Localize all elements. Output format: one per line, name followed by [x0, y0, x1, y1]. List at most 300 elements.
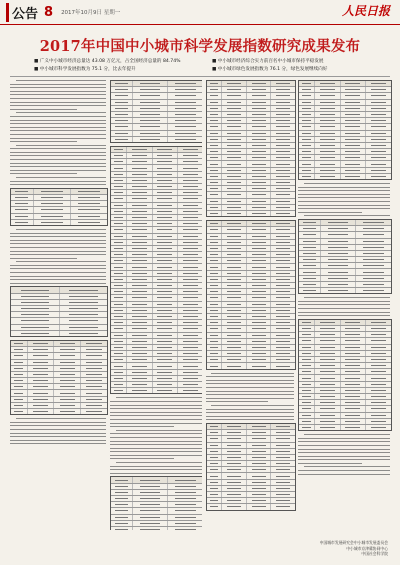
- table-cell: [81, 347, 107, 352]
- table-cell: [247, 480, 272, 485]
- table-cell: [341, 357, 367, 362]
- table-cell: [207, 81, 222, 86]
- table-cell: [299, 232, 321, 237]
- table-cell: [111, 215, 127, 220]
- text-line: [10, 443, 106, 444]
- text-line: [206, 419, 294, 420]
- table-cell: [315, 112, 341, 117]
- text-line: [298, 208, 390, 209]
- table-cell: [247, 246, 272, 251]
- table-cell: [222, 180, 247, 185]
- table-cell: [127, 196, 153, 201]
- table-cell: [247, 106, 272, 111]
- text-line: [298, 441, 390, 442]
- table-cell: [366, 100, 391, 105]
- table-cell: [271, 480, 295, 485]
- table-cell: [207, 333, 222, 338]
- table-cell: [153, 363, 179, 368]
- page-header: [0, 0, 400, 25]
- table-cell: [222, 106, 247, 111]
- table-cell: [356, 282, 391, 287]
- table-cell: [247, 320, 272, 325]
- table-cell: [356, 257, 391, 262]
- table-cell: [271, 351, 295, 356]
- table-cell: [153, 302, 179, 307]
- table-cell: [168, 87, 202, 92]
- text-line: [298, 197, 390, 198]
- table-cell: [315, 100, 341, 105]
- text-line: [10, 141, 77, 142]
- table-cell: [247, 143, 272, 148]
- table-cell: [111, 159, 127, 164]
- text-line: [16, 229, 106, 230]
- text-line: [298, 315, 390, 316]
- table-cell: [168, 112, 202, 117]
- table-cell: [178, 333, 202, 338]
- text-line: [298, 194, 390, 195]
- table-cell: [178, 289, 202, 294]
- table-cell: [341, 320, 367, 325]
- table-cell: [81, 384, 107, 389]
- table-cell: [178, 326, 202, 331]
- table-cell: [28, 390, 55, 395]
- table-cell: [54, 360, 81, 365]
- table-cell: [168, 496, 202, 501]
- table-cell: [34, 195, 71, 200]
- table-cell: [207, 314, 222, 319]
- table-cell: [341, 425, 367, 430]
- table-cell: [111, 252, 127, 257]
- table-cell: [299, 320, 315, 325]
- table-cell: [178, 240, 202, 245]
- table-cell: [127, 234, 153, 239]
- table-cell: [247, 314, 272, 319]
- table-cell: [247, 199, 272, 204]
- table-cell: [153, 258, 179, 263]
- table-cell: [127, 351, 153, 356]
- table-cell: [207, 124, 222, 129]
- text-line: [10, 258, 77, 259]
- text-line: [10, 170, 106, 171]
- table-cell: [222, 455, 247, 460]
- table-cell: [247, 124, 272, 129]
- table-cell: [356, 232, 391, 237]
- table-cell: [168, 515, 202, 520]
- table-cell: [299, 161, 315, 166]
- table-cell: [299, 406, 315, 411]
- table-cell: [111, 308, 127, 313]
- text-line: [10, 236, 106, 237]
- table-cell: [271, 430, 295, 435]
- table-cell: [207, 199, 222, 204]
- table-cell: [11, 207, 34, 212]
- table-cell: [127, 333, 153, 338]
- page-headline: 2017年中国中小城市科学发展指数研究成果发布: [39, 38, 361, 55]
- text-line: [298, 187, 390, 188]
- table-cell: [207, 155, 222, 160]
- table-cell: [153, 351, 179, 356]
- table-cell: [247, 192, 272, 197]
- table-cell: [271, 258, 295, 263]
- table-cell: [127, 277, 153, 282]
- table-cell: [356, 226, 391, 231]
- table-cell: [341, 338, 367, 343]
- table-cell: [178, 178, 202, 183]
- table-cell: [111, 370, 127, 375]
- table-cell: [366, 394, 391, 399]
- table-cell: [247, 492, 272, 497]
- table-cell: [111, 147, 127, 152]
- article-text: [206, 373, 294, 421]
- subheads-right: [212, 58, 392, 74]
- table-cell: [341, 363, 367, 368]
- table-cell: [127, 370, 153, 375]
- table-cell: [321, 269, 357, 274]
- table-cell: [111, 477, 133, 482]
- table-cell: [341, 400, 367, 405]
- table-cell: [127, 388, 153, 393]
- table-cell: [247, 264, 272, 269]
- table-cell: [207, 339, 222, 344]
- table-cell: [366, 93, 391, 98]
- table-cell: [71, 195, 107, 200]
- table-cell: [366, 326, 391, 331]
- table-cell: [153, 308, 179, 313]
- table-cell: [168, 100, 202, 105]
- table-cell: [222, 283, 247, 288]
- table-cell: [111, 209, 127, 214]
- table-cell: [178, 345, 202, 350]
- table-cell: [299, 375, 315, 380]
- table-cell: [11, 360, 28, 365]
- table-row: [299, 425, 391, 430]
- table-cell: [111, 271, 127, 276]
- table-cell: [153, 345, 179, 350]
- text-line: [110, 426, 174, 427]
- table-cell: [34, 201, 71, 206]
- table-cell: [247, 149, 272, 154]
- table-cell: [207, 295, 222, 300]
- table-cell: [28, 384, 55, 389]
- table-cell: [222, 449, 247, 454]
- table-cell: [133, 484, 169, 489]
- table-cell: [341, 131, 367, 136]
- table-cell: [341, 143, 367, 148]
- table-cell: [153, 283, 179, 288]
- table-cell: [356, 220, 391, 225]
- table-cell: [178, 153, 202, 158]
- text-line: [10, 254, 106, 255]
- table-cell: [299, 282, 321, 287]
- table-cell: [299, 143, 315, 148]
- table-cell: [299, 400, 315, 405]
- table-cell: [178, 339, 202, 344]
- table-cell: [222, 234, 247, 239]
- table-cell: [178, 147, 202, 152]
- table-cell: [222, 161, 247, 166]
- table-cell: [315, 419, 341, 424]
- text-line: [304, 434, 390, 435]
- credit-line: 中国城市发展研究会中小城市发展委员会: [319, 540, 388, 545]
- table-cell: [299, 168, 315, 173]
- table-cell: [207, 180, 222, 185]
- table-cell: [299, 257, 321, 262]
- text-line: [298, 205, 390, 206]
- table-cell: [178, 159, 202, 164]
- table-cell: [28, 347, 55, 352]
- table-cell: [54, 390, 81, 395]
- table-cell: [207, 443, 222, 448]
- table-cell: [271, 174, 295, 179]
- table-cell: [271, 498, 295, 503]
- text-line: [298, 438, 390, 439]
- table-cell: [153, 240, 179, 245]
- table-cell: [299, 413, 315, 418]
- table-cell: [271, 357, 295, 362]
- table-cell: [299, 131, 315, 136]
- text-line: [10, 276, 106, 277]
- text-line: [298, 474, 390, 475]
- table-cell: [111, 196, 127, 201]
- text-line: [298, 190, 390, 191]
- table-cell: [71, 220, 107, 225]
- table-cell: [341, 137, 367, 142]
- text-line: [116, 397, 202, 398]
- text-line: [10, 91, 106, 92]
- table-cell: [28, 353, 55, 358]
- text-line: [211, 373, 294, 374]
- text-line: [206, 412, 294, 413]
- table-cell: [81, 366, 107, 371]
- table-cell: [341, 419, 367, 424]
- table-cell: [271, 149, 295, 154]
- table-cell: [341, 106, 367, 111]
- table-cell: [271, 277, 295, 282]
- table-cell: [366, 382, 391, 387]
- table-cell: [366, 338, 391, 343]
- text-line: [298, 463, 362, 464]
- article-text: [298, 183, 390, 216]
- text-line: [110, 412, 202, 413]
- data-table: [298, 319, 392, 431]
- table-cell: [178, 320, 202, 325]
- table-cell: [11, 214, 34, 219]
- table-cell: [222, 277, 247, 282]
- data-table: [10, 286, 108, 337]
- text-line: [10, 265, 106, 266]
- table-cell: [366, 143, 391, 148]
- table-cell: [60, 306, 108, 311]
- table-row: [299, 174, 391, 179]
- table-cell: [54, 347, 81, 352]
- table-cell: [207, 137, 222, 142]
- credit-line: 中小城市京津冀协同中心: [346, 545, 388, 551]
- text-line: [206, 387, 294, 388]
- table-cell: [207, 283, 222, 288]
- table-cell: [127, 345, 153, 350]
- table-cell: [127, 339, 153, 344]
- table-cell: [178, 234, 202, 239]
- table-cell: [299, 149, 315, 154]
- table-cell: [315, 143, 341, 148]
- data-table: [298, 80, 392, 180]
- table-cell: [341, 375, 367, 380]
- table-cell: [153, 357, 179, 362]
- text-line: [304, 297, 390, 298]
- table-cell: [11, 378, 28, 383]
- table-cell: [299, 220, 321, 225]
- table-cell: [127, 178, 153, 183]
- table-cell: [207, 246, 222, 251]
- table-cell: [111, 184, 127, 189]
- table-cell: [247, 283, 272, 288]
- text-line: [10, 283, 106, 284]
- table-cell: [153, 314, 179, 319]
- table-cell: [207, 504, 222, 509]
- table-cell: [271, 443, 295, 448]
- table-cell: [54, 384, 81, 389]
- table-row: [111, 527, 202, 530]
- table-cell: [222, 227, 247, 232]
- text-line: [110, 408, 202, 409]
- table-cell: [207, 363, 222, 368]
- table-cell: [207, 271, 222, 276]
- table-cell: [153, 289, 179, 294]
- text-line: [10, 240, 106, 241]
- table-cell: [153, 234, 179, 239]
- table-cell: [111, 258, 127, 263]
- table-cell: [222, 205, 247, 210]
- text-line: [206, 383, 294, 384]
- table-cell: [271, 283, 295, 288]
- table-cell: [271, 87, 295, 92]
- table-cell: [366, 419, 391, 424]
- table-cell: [341, 351, 367, 356]
- table-cell: [127, 246, 153, 251]
- text-line: [206, 398, 294, 399]
- text-line: [10, 127, 106, 128]
- table-cell: [247, 81, 272, 86]
- table-cell: [54, 353, 81, 358]
- table-cell: [341, 149, 367, 154]
- table-cell: [222, 333, 247, 338]
- table-cell: [111, 357, 127, 362]
- text-line: [10, 166, 106, 167]
- table-cell: [366, 87, 391, 92]
- text-line: [110, 437, 202, 438]
- table-cell: [341, 388, 367, 393]
- table-cell: [111, 190, 127, 195]
- table-cell: [222, 430, 247, 435]
- table-cell: [271, 302, 295, 307]
- table-cell: [247, 424, 272, 429]
- data-table: [10, 188, 108, 226]
- table-cell: [271, 112, 295, 117]
- table-cell: [222, 486, 247, 491]
- table-cell: [11, 372, 28, 377]
- table-row: [11, 331, 107, 336]
- table-cell: [341, 394, 367, 399]
- table-cell: [111, 240, 127, 245]
- table-cell: [247, 131, 272, 136]
- table-cell: [315, 137, 341, 142]
- table-cell: [133, 118, 169, 123]
- table-cell: [366, 357, 391, 362]
- table-cell: [207, 498, 222, 503]
- table-cell: [207, 264, 222, 269]
- text-line: [298, 452, 390, 453]
- table-cell: [247, 137, 272, 142]
- table-cell: [356, 288, 391, 293]
- table-cell: [222, 100, 247, 105]
- table-cell: [222, 492, 247, 497]
- column-3: [206, 80, 294, 514]
- table-cell: [341, 413, 367, 418]
- table-cell: [207, 277, 222, 282]
- table-cell: [54, 397, 81, 402]
- text-line: [10, 268, 106, 269]
- text-line: [10, 155, 106, 156]
- table-cell: [222, 345, 247, 350]
- data-table: [206, 80, 296, 217]
- table-cell: [222, 351, 247, 356]
- table-cell: [54, 403, 81, 408]
- table-cell: [111, 178, 127, 183]
- subhead-line: ■ 广义中小城市经济总量达 43.08 万亿元，占全国经济总量的 84.74%: [34, 59, 181, 64]
- table-cell: [271, 320, 295, 325]
- table-cell: [178, 295, 202, 300]
- text-line: [10, 243, 106, 244]
- text-line: [298, 449, 390, 450]
- table-cell: [178, 283, 202, 288]
- table-cell: [271, 326, 295, 331]
- article-text: [110, 397, 202, 473]
- data-table: [206, 423, 296, 511]
- table-cell: [153, 190, 179, 195]
- table-cell: [178, 258, 202, 263]
- table-cell: [366, 345, 391, 350]
- table-cell: [207, 308, 222, 313]
- table-cell: [341, 406, 367, 411]
- table-cell: [111, 81, 133, 86]
- table-cell: [111, 326, 127, 331]
- text-line: [10, 429, 106, 430]
- table-cell: [299, 394, 315, 399]
- table-cell: [207, 449, 222, 454]
- table-cell: [366, 375, 391, 380]
- table-cell: [271, 155, 295, 160]
- table-cell: [222, 221, 247, 226]
- table-cell: [54, 341, 81, 346]
- table-cell: [271, 467, 295, 472]
- table-cell: [247, 100, 272, 105]
- table-cell: [111, 502, 133, 507]
- table-cell: [111, 131, 133, 136]
- table-cell: [247, 308, 272, 313]
- table-cell: [315, 332, 341, 337]
- table-cell: [178, 376, 202, 381]
- table-cell: [271, 455, 295, 460]
- table-cell: [247, 93, 272, 98]
- table-cell: [153, 388, 179, 393]
- table-cell: [28, 341, 55, 346]
- table-cell: [315, 369, 341, 374]
- table-cell: [271, 199, 295, 204]
- text-line: [10, 120, 106, 121]
- text-line: [16, 261, 106, 262]
- table-cell: [222, 155, 247, 160]
- table-cell: [127, 190, 153, 195]
